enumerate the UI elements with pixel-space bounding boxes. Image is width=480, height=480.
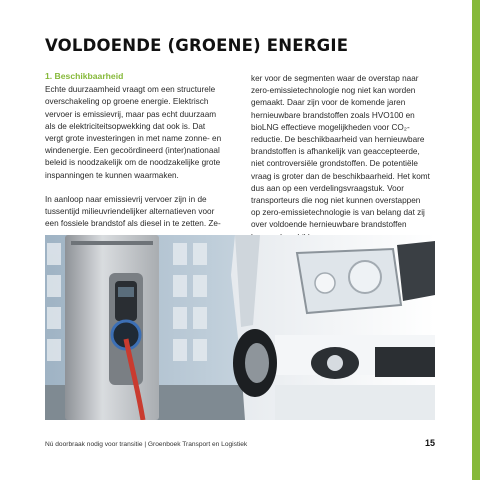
charging-station-truck-photo [45,235,435,420]
text-column-left [45,70,225,230]
paragraph: In aanloop naar emissievrij vervoer zijn in de tussentijd milieuvriendelijker alternatieven voor een fossiele brandstof als diesel in te zetten. Ze- [45,194,221,229]
text-column-right [251,73,431,244]
paragraph: Echte duurzaamheid vraagt om een structurele overschakeling op groene energie. Elektrisch vervoer is emissievrij, maar pas echt duurzaam als de elektriciteitsopwekking dat ook is. Dat vergt grote investeringen in met name zonne- en windenergie. Een gecoördineerd (inter)nationaal beleid is noodzakelijk om de noodzakelijke grote inspanningen te kunnen waarmaken. [45,85,222,180]
page-number: 15 [425,438,436,448]
accent-side-bar [472,0,480,480]
section-heading: 1. Beschikbaarheid [45,71,124,81]
page-title: VOLDOENDE (GROENE) ENERGIE [45,36,349,55]
footer-text: Nú doorbraak nodig voor transitie | Groenboek Transport en Logistiek [45,441,248,448]
paragraph: ker voor de segmenten waar de overstap naar zero-emissietechnologie nog niet kan worden gemaakt. Daar zijn voor de komende jaren hernieuwbare brandstoffen zoals HVO100 en bioLNG effectieve mogelijkheden voor CO₂-reductie. De beschikbaarheid van hernieuwbare brandstoffen is afhankelijk van geaccepteerde, niet controversiële grondstoffen. De potentiële vraag is groter dan de beschikbaarheid. Het komt dus aan op een verdelingsvraagstuk. Voor transporteurs die nog niet kunnen overstappen op zero-emissietechnologie is van belang dat zij over voldoende hernieuwbare brandstoffen [251,74,430,230]
